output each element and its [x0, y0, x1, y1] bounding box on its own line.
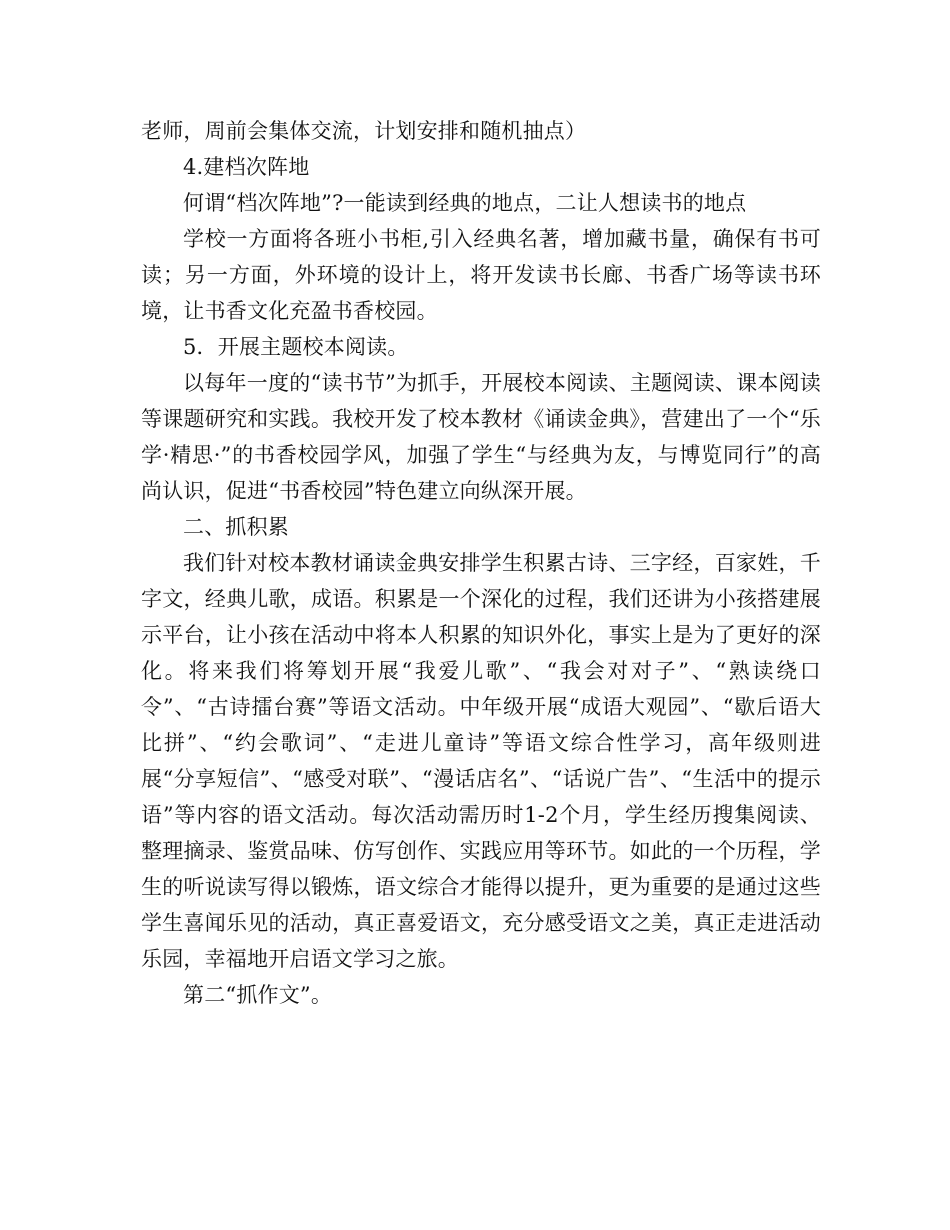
- paragraph-continuation: 老师，周前会集体交流，计划安排和随机抽点）: [141, 119, 587, 143]
- document-body: [141, 113, 821, 1013]
- paragraph-definition: 何谓“档次阵地”?一能读到经典的地点，二让人想读书的地点: [183, 191, 747, 215]
- section-heading-4: 4.建档次阵地: [183, 155, 310, 179]
- section-heading-5: 5．开展主题校本阅读。: [183, 335, 409, 359]
- paragraph-accumulation: 我们针对校本教材诵读金典安排学生积累古诗、三字经，百家姓，千字文，经典儿歌，成语。积累是一个深化的过程，我们还讲为小孩搭建展示平台，让小孩在活动中将本人积累的知识外化，事实上是为了更好的深化。将来我们将筹划开展“我爱儿歌”、“我会对对子”、“熟读绕口令”、“古诗擂台赛”等语文活动。中年级开展“成语大观园”、“歇后语大比拼”、“约会歌词”、“走进儿童诗”等语文综合性学习，高年级则进展“分享短信”、“感受对联”、“漫话店名”、“话说广告”、“生活中的提示语”等内容的语文活动。每次活动需历时1-2个月，学生经历搜集阅读、整理摘录、鉴赏品味、仿写创作、实践应用等环节。如此的一个历程，学生的听说读写得以锻炼，语文综合才能得以提升，更为重要的是通过这些学生喜闻乐见的活动，真正喜爱语文，充分感受语文之美，真正走进活动乐园，幸福地开启语文学习之旅。: [141, 551, 821, 971]
- paragraph-school-plan: 学校一方面将各班小书柜,引入经典名著，增加藏书量，确保有书可读；另一方面，外环境的设计上，将开发读书长廊、书香广场等读书环境，让书香文化充盈书香校园。: [141, 227, 821, 323]
- section-heading-accumulation: 二、抓积累: [183, 515, 289, 539]
- paragraph-reading-festival: 以每年一度的“读书节”为抓手，开展校本阅读、主题阅读、课本阅读等课题研究和实践。我校开发了校本教材《诵读金典》，营建出了一个“乐学·精思·”的书香校园学风，加强了学生“与经典为友，与博览同行”的高尚认识，促进“书香校园”特色建立向纵深开展。: [141, 371, 821, 503]
- section-heading-composition: 第二“抓作文”。: [183, 983, 333, 1007]
